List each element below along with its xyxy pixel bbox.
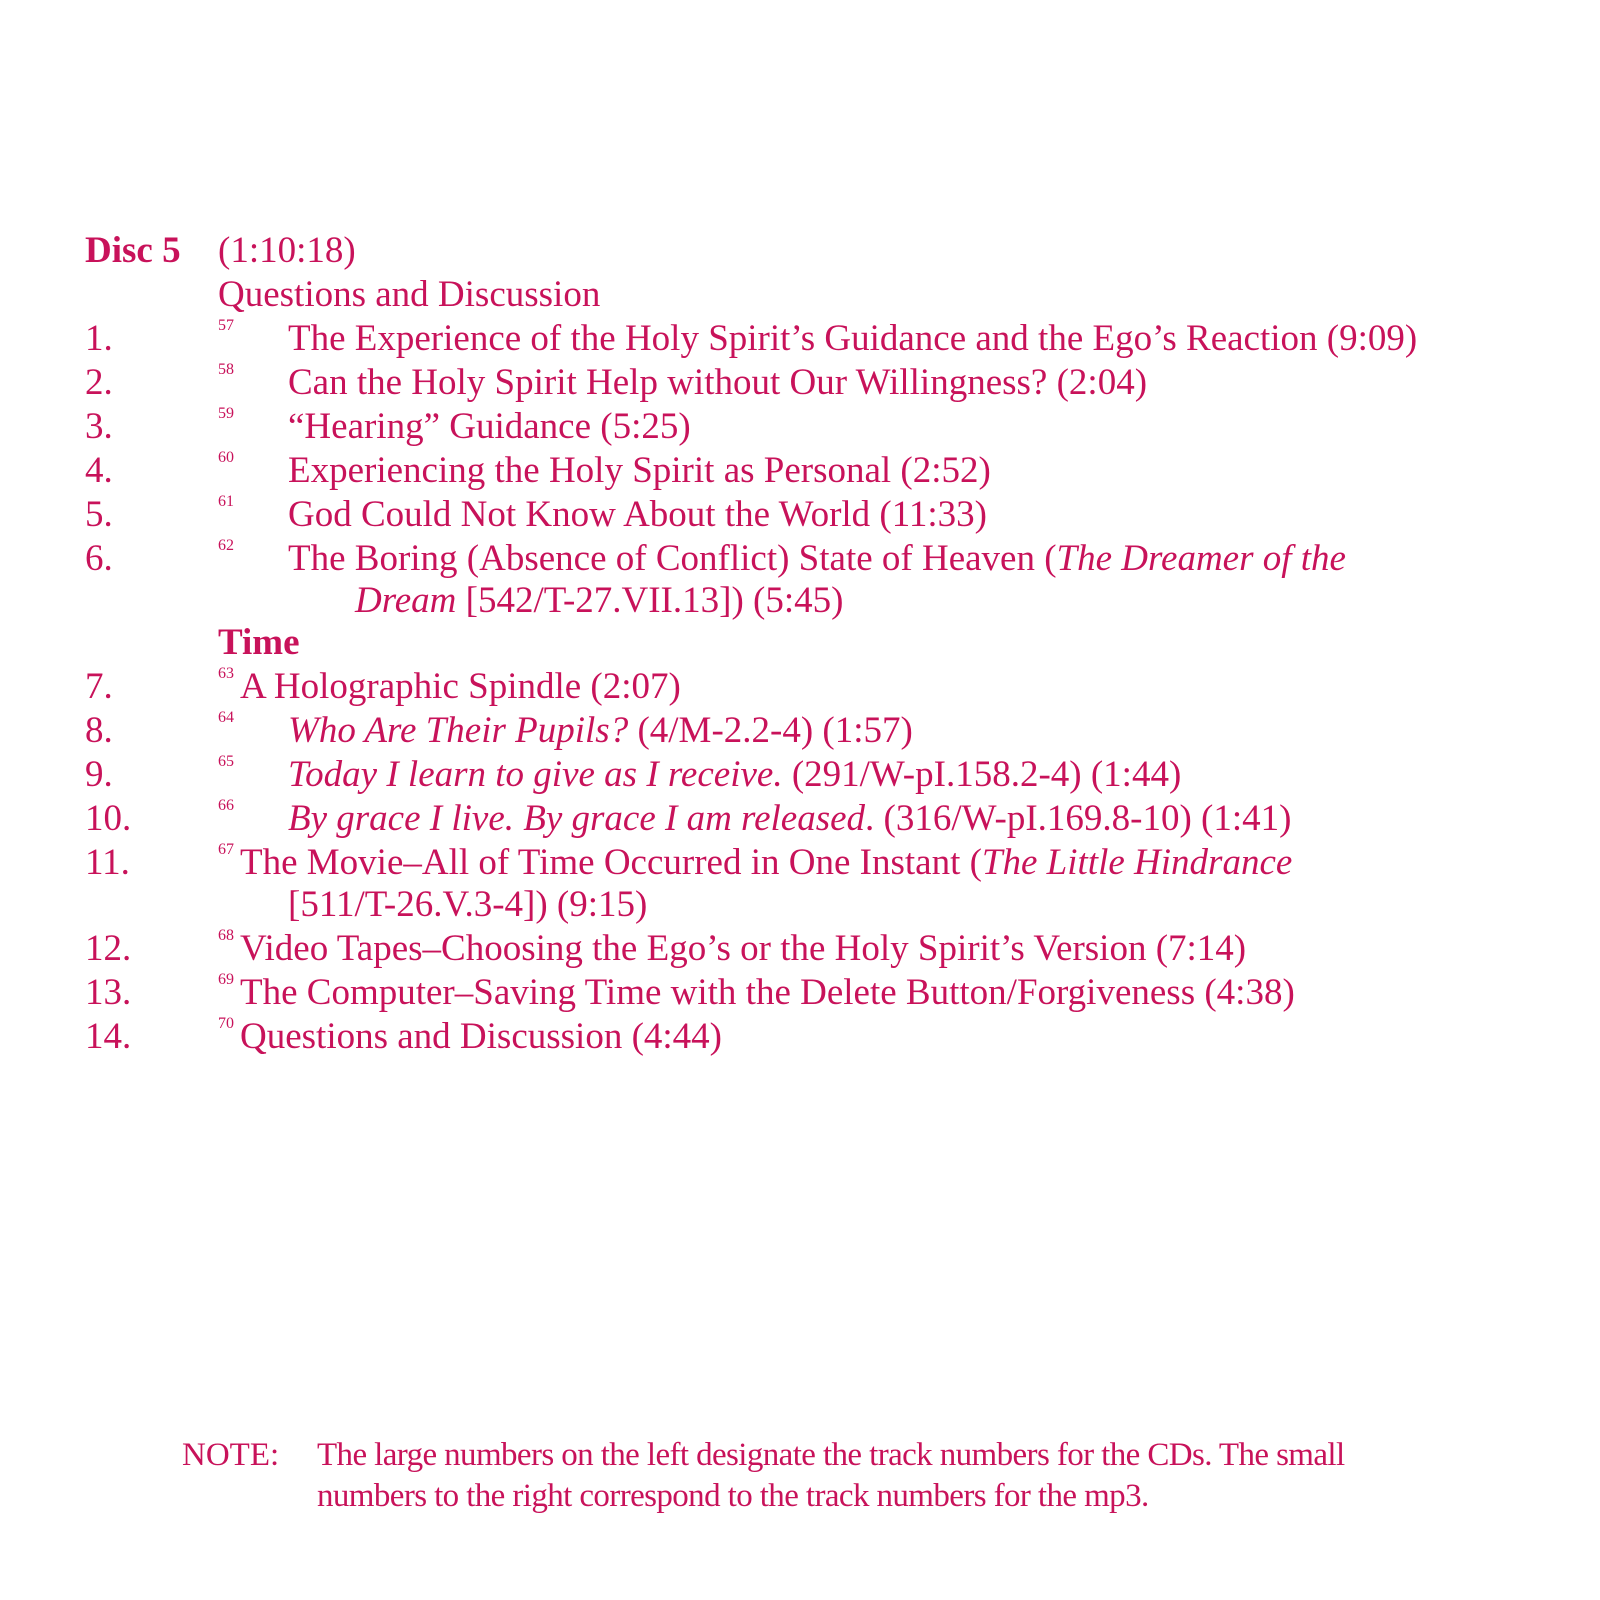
cd-track-number: 4.: [85, 450, 113, 491]
track-title: The Computer–Saving Time with the Delete Button/Forgiveness (4:38): [240, 972, 1295, 1013]
section-heading-row: [0, 272, 1600, 317]
track-title: [288, 796, 1291, 841]
track-title-continuation: [355, 578, 843, 623]
mp3-track-number: 68: [218, 927, 234, 944]
mp3-track-number: 60: [218, 449, 234, 466]
track-row: [0, 404, 1600, 449]
mp3-track-number: 63: [218, 665, 234, 682]
section-heading: Questions and Discussion: [218, 274, 601, 315]
track-row: [0, 316, 1600, 361]
track-title-continuation: [511/T-26.V.3-4]) (9:15): [288, 884, 648, 925]
track-row: [0, 1014, 1600, 1059]
track-title: [288, 536, 1346, 581]
mp3-track-number: 59: [218, 405, 234, 422]
cd-track-number: 14.: [85, 1016, 132, 1057]
track-title: [288, 708, 913, 753]
track-row: [0, 926, 1600, 971]
mp3-track-number: 57: [218, 317, 234, 334]
track-title-italic: The Dreamer of the: [1056, 538, 1346, 579]
note-label: NOTE:: [182, 1437, 280, 1473]
cd-track-number: 10.: [85, 798, 132, 839]
cd-track-number: 13.: [85, 972, 132, 1013]
cd-track-number: 12.: [85, 928, 132, 969]
mp3-track-number: 70: [218, 1015, 234, 1032]
track-title: [240, 840, 1292, 885]
track-row: [0, 970, 1600, 1015]
track-title: God Could Not Know About the World (11:33): [288, 494, 987, 535]
track-title-italic: The Little Hindrance: [981, 842, 1293, 883]
section-heading-row: [0, 620, 1600, 665]
track-title-text: The Boring (Absence of Conflict) State of Heaven (: [288, 538, 1057, 579]
mp3-track-number: 67: [218, 841, 234, 858]
disc-duration: (1:10:18): [218, 230, 356, 271]
track-row: [0, 664, 1600, 709]
track-title-italic: Dream: [355, 580, 457, 621]
track-title-text: (291/W-pI.158.2-4) (1:44): [782, 754, 1182, 795]
cd-track-number: 8.: [85, 710, 113, 751]
track-row-continuation: [0, 578, 1600, 623]
track-title: Experiencing the Holy Spirit as Personal (2:52): [288, 450, 991, 491]
cd-track-number: 6.: [85, 538, 113, 579]
cd-track-number: 7.: [85, 666, 113, 707]
cd-track-number: 11.: [85, 842, 130, 883]
mp3-track-number: 64: [218, 709, 234, 726]
track-title-text: The Movie–All of Time Occurred in One Instant (: [240, 842, 982, 883]
track-row: [0, 752, 1600, 797]
track-title-italic: By grace I live. By grace I am released: [288, 798, 866, 839]
track-title-text: [542/T-27.VII.13]) (5:45): [456, 580, 844, 621]
mp3-track-number: 61: [218, 493, 234, 510]
track-row: [0, 708, 1600, 753]
track-row: [0, 796, 1600, 841]
track-title-italic: Who Are Their Pupils?: [288, 710, 629, 751]
note-text: The large numbers on the left designate the track numbers for the CDs. The small numbers to the right correspond to the track numbers for the mp3.: [317, 1437, 1345, 1514]
mp3-track-number: 65: [218, 753, 234, 770]
track-row: [0, 840, 1600, 885]
cd-track-number: 1.: [85, 318, 113, 359]
section-heading: Time: [218, 622, 300, 663]
mp3-track-number: 69: [218, 971, 234, 988]
mp3-track-number: 66: [218, 797, 234, 814]
track-title-text: (4/M-2.2-4) (1:57): [628, 710, 913, 751]
mp3-track-number: 62: [218, 537, 234, 554]
track-title-italic: Today I learn to give as I receive.: [288, 754, 783, 795]
track-title: Can the Holy Spirit Help without Our Willingness? (2:04): [288, 362, 1148, 403]
track-row-continuation: [0, 882, 1600, 927]
cd-track-number: 2.: [85, 362, 113, 403]
disc-header: [0, 228, 1600, 273]
cd-track-number: 9.: [85, 754, 113, 795]
track-row: [0, 360, 1600, 405]
cd-track-number: 5.: [85, 494, 113, 535]
track-title: A Holographic Spindle (2:07): [240, 666, 681, 707]
mp3-track-number: 58: [218, 361, 234, 378]
track-title: “Hearing” Guidance (5:25): [288, 406, 691, 447]
disc-label: Disc 5: [85, 230, 181, 271]
track-title-text: . (316/W-pI.169.8-10) (1:41): [865, 798, 1292, 839]
track-title: [288, 752, 1181, 797]
track-row: [0, 536, 1600, 581]
track-row: [0, 448, 1600, 493]
cd-track-number: 3.: [85, 406, 113, 447]
track-title: Video Tapes–Choosing the Ego’s or the Holy Spirit’s Version (7:14): [240, 928, 1247, 969]
track-title: Questions and Discussion (4:44): [240, 1016, 722, 1057]
track-title: The Experience of the Holy Spirit’s Guidance and the Ego’s Reaction (9:09): [288, 318, 1418, 359]
track-row: [0, 492, 1600, 537]
